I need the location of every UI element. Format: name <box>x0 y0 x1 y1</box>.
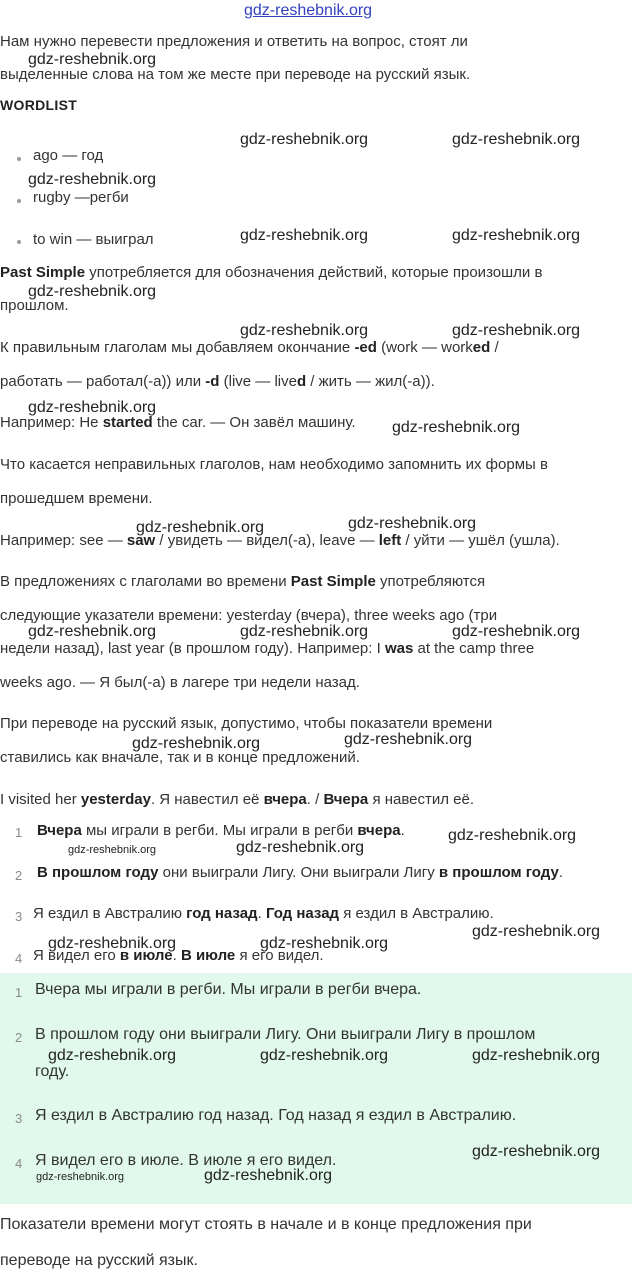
task-bold: В июле <box>180 947 236 964</box>
regular-line-2 <box>0 372 630 392</box>
bullet-icon <box>17 199 21 203</box>
answer-number: 2 <box>15 1030 23 1045</box>
example-verb: saw <box>126 532 156 549</box>
ending-d: d <box>296 373 307 390</box>
regular-text: (live — live <box>219 373 297 390</box>
task-item-3 <box>33 905 494 922</box>
regular-text: К правильным глаголам мы добавляем окончание <box>0 339 355 356</box>
wordlist-item: rugby —регби <box>33 189 129 206</box>
answer-number: 3 <box>15 1111 23 1126</box>
conclusion-line-1: Показатели времени могут стоять в начале и в конце предложения при <box>0 1216 532 1233</box>
intro-line-1: Нам нужно перевести предложения и ответить на вопрос, стоят ли <box>0 33 468 50</box>
watermark: gdz-reshebnik.org <box>136 519 265 536</box>
intro-line-2: выделенные слова на том же месте при переводе на русский язык. <box>0 66 471 83</box>
regular-text: / жить — жил(-а)). <box>306 373 435 390</box>
watermark: gdz-reshebnik.org <box>28 51 157 68</box>
task-text: я его видел. <box>235 947 324 964</box>
wordlist-item: to win — выиграл <box>33 231 154 248</box>
task-number: 4 <box>15 951 23 966</box>
watermark: gdz-reshebnik.org <box>28 399 157 416</box>
task-text: я ездил в Австралию. <box>339 905 494 922</box>
bullet-icon <box>17 157 21 161</box>
answer-item-3: Я ездил в Австралию год назад. Год назад я ездил в Австралию. <box>35 1107 517 1124</box>
markers-line-4: weeks ago. — Я был(-а) в лагере три недели назад. <box>0 674 360 691</box>
markers-text: В предложениях с глаголами во времени <box>0 573 291 590</box>
ending-ed: -ed <box>354 339 377 356</box>
wordlist-item: ago — год <box>33 147 104 164</box>
past-simple-line-1 <box>0 263 630 283</box>
task-text: . <box>257 905 266 922</box>
watermark: gdz-reshebnik.org <box>472 1047 601 1064</box>
watermark: gdz-reshebnik.org <box>28 171 157 188</box>
task-text: Я видел его <box>33 947 120 964</box>
watermark: gdz-reshebnik.org <box>448 827 577 844</box>
watermark: gdz-reshebnik.org <box>348 515 477 532</box>
irregular-line-1: Что касается неправильных глаголов, нам необходимо запомнить их формы в <box>0 456 548 473</box>
watermark: gdz-reshebnik.org <box>472 1143 601 1160</box>
watermark: gdz-reshebnik.org <box>48 935 177 952</box>
past-simple-line-2: прошлом. <box>0 297 69 314</box>
watermark: gdz-reshebnik.org <box>452 131 581 148</box>
task-number: 2 <box>15 868 23 883</box>
translation-note-line-2: ставились как вначале, так и в конце предложений. <box>0 749 360 766</box>
watermark: gdz-reshebnik.org <box>240 227 369 244</box>
wordlist-heading: WORDLIST <box>0 97 78 113</box>
answer-item-2-line-2: году. <box>35 1063 70 1080</box>
watermark: gdz-reshebnik.org <box>28 283 157 300</box>
markers-line-2: следующие указатели времени: yesterday (вчера), three weeks ago (три <box>0 607 498 624</box>
regular-text: работать — работал(-а)) или <box>0 373 206 390</box>
irregular-line-2: прошедшем времени. <box>0 490 153 507</box>
bullet-icon <box>17 240 21 244</box>
watermark: gdz-reshebnik.org <box>132 735 261 752</box>
regular-line-1 <box>0 338 630 358</box>
example-yesterday <box>0 790 630 810</box>
watermark: gdz-reshebnik.org <box>240 623 369 640</box>
example-text: я навестил её. <box>368 791 475 808</box>
watermark: gdz-reshebnik.org <box>392 419 521 436</box>
markers-text: недели назад), last year (в прошлом году). Например: I <box>0 640 385 657</box>
example-text: / увидеть — видел(-а), leave — <box>155 532 379 549</box>
example-verb: was <box>384 640 414 657</box>
task-bold: вчера <box>357 822 401 839</box>
past-simple-term: Past Simple <box>290 573 376 590</box>
example-verb: started <box>102 414 153 431</box>
watermark: gdz-reshebnik.org <box>260 935 389 952</box>
ending-ed: ed <box>472 339 491 356</box>
watermark: gdz-reshebnik.org <box>452 322 581 339</box>
answer-number: 1 <box>15 985 23 1000</box>
task-bold: в прошлом году <box>438 864 559 881</box>
regular-text: / <box>490 339 499 356</box>
example-text: . / <box>306 791 324 808</box>
watermark: gdz-reshebnik.org <box>260 1047 389 1064</box>
watermark: gdz-reshebnik.org <box>344 731 473 748</box>
task-item-2 <box>37 864 563 881</box>
example-text: Например: see — <box>0 532 127 549</box>
task-bold: Вчера <box>37 822 82 839</box>
example-irregular <box>0 531 630 551</box>
markers-line-3 <box>0 639 630 659</box>
example-text: I visited her <box>0 791 81 808</box>
task-bold: год назад <box>186 905 258 922</box>
task-bold: В прошлом году <box>37 864 159 881</box>
watermark: gdz-reshebnik.org <box>28 623 157 640</box>
task-text: . <box>172 947 181 964</box>
task-text: . <box>400 822 405 839</box>
task-text: мы играли в регби. Мы играли в регби <box>81 822 358 839</box>
past-simple-text: употребляется для обозначения действий, которые произошли в <box>85 264 543 281</box>
watermark: gdz-reshebnik.org <box>472 923 601 940</box>
example-text: / уйти — ушёл (ушла). <box>401 532 560 549</box>
watermark: gdz-reshebnik.org <box>240 131 369 148</box>
watermark: gdz-reshebnik.org <box>236 839 365 856</box>
answer-item-4: Я видел его в июле. В июле я его видел. <box>35 1152 337 1169</box>
watermark: gdz-reshebnik.org <box>48 1047 177 1064</box>
watermark-top: gdz-reshebnik.org <box>244 2 373 19</box>
conclusion-line-2: переводе на русский язык. <box>0 1252 198 1269</box>
task-number: 1 <box>15 825 23 840</box>
watermark: gdz-reshebnik.org <box>36 1171 125 1183</box>
markers-text: at the camp three <box>413 640 535 657</box>
task-number: 3 <box>15 909 23 924</box>
example-marker: Вчера <box>323 791 369 808</box>
task-text: Я ездил в Австралию <box>33 905 187 922</box>
watermark: gdz-reshebnik.org <box>240 322 369 339</box>
watermark: gdz-reshebnik.org <box>204 1167 333 1184</box>
answer-number: 4 <box>15 1156 23 1171</box>
regular-text: (work — work <box>376 339 473 356</box>
example-marker: yesterday <box>80 791 151 808</box>
example-text: the car. — Он завёл машину. <box>152 414 356 431</box>
example-text: Например: He <box>0 414 103 431</box>
task-bold: в июле <box>119 947 173 964</box>
example-verb: left <box>378 532 402 549</box>
watermark: gdz-reshebnik.org <box>452 227 581 244</box>
answer-item-2-line-1: В прошлом году они выиграли Лигу. Они выиграли Лигу в прошлом <box>35 1026 536 1043</box>
watermark: gdz-reshebnik.org <box>68 844 157 856</box>
task-bold: Год назад <box>265 905 340 922</box>
answer-item-1: Вчера мы играли в регби. Мы играли в регби вчера. <box>35 981 422 998</box>
task-text: они выиграли Лигу. Они выиграли Лигу <box>158 864 439 881</box>
watermark: gdz-reshebnik.org <box>452 623 581 640</box>
example-text: . Я навестил её <box>150 791 264 808</box>
task-item-1 <box>37 822 405 839</box>
markers-line-1 <box>0 572 630 592</box>
markers-text: употребляются <box>375 573 486 590</box>
example-marker: вчера <box>263 791 307 808</box>
past-simple-term: Past Simple <box>0 264 86 281</box>
task-text: . <box>558 864 563 881</box>
translation-note-line-1: При переводе на русский язык, допустимо, чтобы показатели времени <box>0 715 493 732</box>
ending-d: -d <box>205 373 220 390</box>
